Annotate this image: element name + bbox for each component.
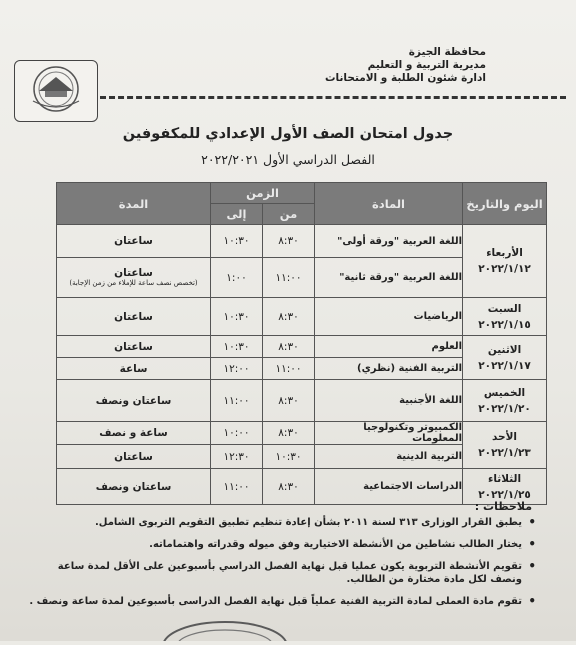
day-date: ٢٠٢٢/١/٢٠ [478, 402, 531, 415]
subject-cell: التربية الفنية (نظري) [315, 358, 463, 380]
day-cell [463, 298, 547, 336]
note-item: • يختار الطالب نشاطين من الأنشطة الاختيارية وفق ميوله وقدراته واهتماماته. [26, 538, 536, 551]
time-from: ٨:٣٠ [263, 469, 315, 505]
duration-cell: ساعة و نصف [57, 422, 211, 445]
time-to: ١٢:٠٠ [211, 358, 263, 380]
day-cell [463, 336, 547, 380]
subject-cell: اللغة العربية "ورقة ثانية" [315, 258, 463, 298]
time-from: ٨:٣٠ [263, 380, 315, 422]
note-item: • تقوم مادة العملى لمادة التربية الفنية عملياً قبل نهاية الفصل الدراسى بأسبوعين لمدة ساعة ونصف . [26, 595, 536, 608]
subject-cell: العلوم [315, 336, 463, 358]
note-item: • يطبق القرار الوزارى ٣١٣ لسنة ٢٠١١ بشأن إعادة تنظيم تطبيق التقويم التربوى الشامل. [26, 516, 536, 529]
header-divider [100, 96, 566, 99]
dictation-note: (تخصص نصف ساعة للإملاء من زمن الإجابة) [69, 279, 198, 287]
duration-cell: ساعتان [57, 445, 211, 469]
duration-cell: ساعتان [57, 336, 211, 358]
time-to: ١١:٠٠ [211, 380, 263, 422]
time-from: ٨:٣٠ [263, 422, 315, 445]
duration-cell: ساعة [57, 358, 211, 380]
day-name: الأحد [491, 431, 518, 443]
time-from: ٨:٣٠ [263, 336, 315, 358]
subject-cell: التربية الدينية [315, 445, 463, 469]
day-date: ٢٠٢٢/١/١٥ [478, 318, 531, 331]
exam-schedule-table [56, 182, 547, 505]
day-name: الأربعاء [486, 247, 523, 259]
official-stamp [155, 612, 295, 645]
duration-cell: ساعتان [57, 298, 211, 336]
header-time: الزمن [211, 183, 315, 204]
header-day-date: اليوم والتاريخ [463, 183, 547, 225]
time-to: ١٠:٣٠ [211, 298, 263, 336]
time-from: ٨:٣٠ [263, 225, 315, 258]
day-name: الثلاثاء [487, 472, 522, 485]
department-line: ادارة شئون الطلبة و الامتحانات [325, 72, 486, 84]
day-cell [463, 380, 547, 422]
note-item: • تقويم الأنشطة التربوية يكون عمليا قبل نهاية الفصل الدراسي بأسبوعين على الأقل لمدة ساعة ونصف لكل مادة مختارة من الطالب. [26, 560, 536, 586]
day-name: السبت [487, 302, 522, 315]
duration-cell: ساعتان [57, 225, 211, 258]
subject-cell: الكمبيوتر وتكنولوجيا المعلومات [315, 422, 463, 445]
day-date: ٢٠٢٢/١/١٧ [478, 359, 531, 372]
day-date: ٢٠٢٢/١/١٢ [478, 263, 531, 275]
day-date: ٢٠٢٢/١/٢٥ [478, 488, 531, 501]
time-from: ١١:٠٠ [263, 258, 315, 298]
subject-cell: الدراسات الاجتماعية [315, 469, 463, 505]
day-cell [463, 422, 547, 469]
subject-cell: الرياضيات [315, 298, 463, 336]
header-duration: المدة [57, 183, 211, 225]
notes-heading: ملاحظات : [474, 500, 532, 513]
duration-cell [57, 258, 211, 298]
directorate-line: مديرية التربية و التعليم [367, 59, 486, 71]
duration-cell: ساعتان ونصف [57, 469, 211, 505]
department-logo [14, 60, 98, 122]
time-from: ١١:٠٠ [263, 358, 315, 380]
document-title: جدول امتحان الصف الأول الإعدادي للمكفوفين [122, 126, 454, 142]
time-from: ١٠:٣٠ [263, 445, 315, 469]
duration-value: ساعتان [114, 267, 153, 279]
header-to: إلى [211, 204, 263, 225]
time-to: ١٢:٣٠ [211, 445, 263, 469]
time-to: ١:٠٠ [211, 258, 263, 298]
header-subject: المادة [315, 183, 463, 225]
time-to: ١٠:٣٠ [211, 336, 263, 358]
duration-cell: ساعتان ونصف [57, 380, 211, 422]
day-name: الاثنين [487, 343, 522, 356]
day-cell [463, 225, 547, 298]
time-to: ١٠:٣٠ [211, 225, 263, 258]
governorate-line: محافظة الجيزة [408, 46, 486, 58]
subject-cell: اللغة العربية "ورقة أولى" [315, 225, 463, 258]
day-name: الخميس [483, 386, 526, 399]
day-date: ٢٠٢٢/١/٢٣ [478, 447, 531, 459]
time-to: ١٠:٠٠ [211, 422, 263, 445]
header-from: من [263, 204, 315, 225]
time-from: ٨:٣٠ [263, 298, 315, 336]
subject-cell: اللغة الأجنبية [315, 380, 463, 422]
document-subtitle: الفصل الدراسي الأول ٢٠٢٢/٢٠٢١ [201, 152, 375, 167]
notes-list [26, 516, 536, 617]
time-to: ١١:٠٠ [211, 469, 263, 505]
issuer-header [325, 46, 486, 85]
